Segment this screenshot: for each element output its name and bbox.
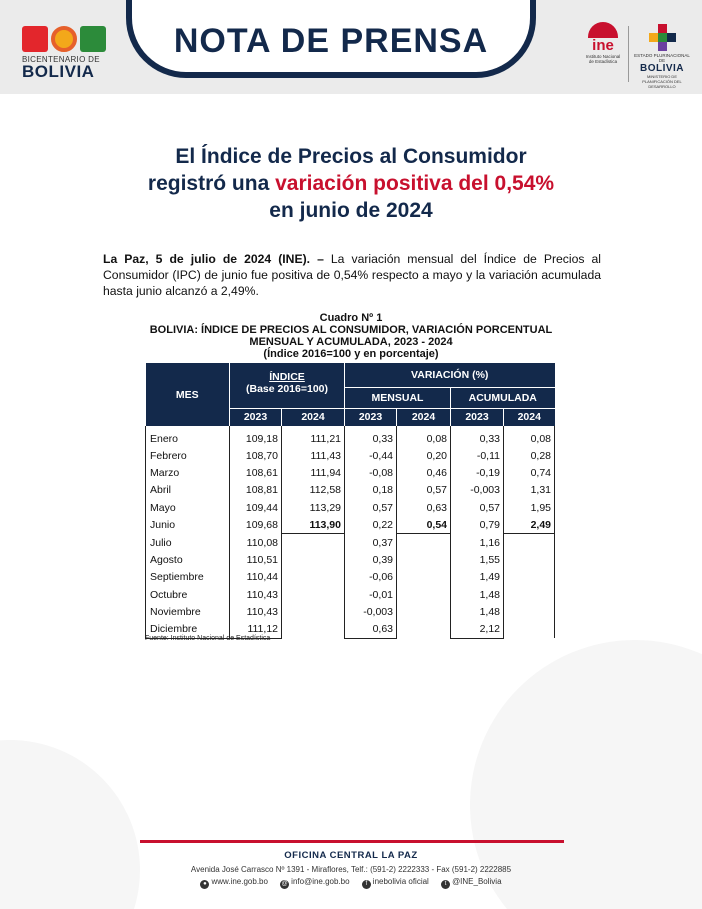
column-header-acumulada: ACUMULADA <box>451 387 555 408</box>
headline-line: El Índice de Precios al Consumidor <box>175 145 527 168</box>
value-cell <box>504 534 555 551</box>
value-cell: 1,16 <box>451 534 504 551</box>
bicentenario-logo-icon <box>80 26 106 52</box>
year-header: 2023 <box>230 408 282 426</box>
value-cell <box>282 604 345 621</box>
lead-text: La variación mensual del Índice de Precios al Consumidor (IPC) de junio fue positiva de 0,54% respecto a mayo y la variación acumulada hasta junio alcanzó a 2,49%. <box>103 252 601 298</box>
table-row <box>146 586 555 603</box>
bicentenario-logo <box>22 26 110 80</box>
lead-dateline: La Paz, 5 de julio de 2024 (INE). – <box>103 252 324 266</box>
value-cell: 109,68 <box>230 517 282 534</box>
value-cell: -0,11 <box>451 447 504 464</box>
logo-divider <box>628 26 629 82</box>
estado-sub: MINISTERIO DE PLANIFICACIÓN DEL DESARROLLO <box>642 74 682 89</box>
headline-line <box>80 170 622 197</box>
value-cell: 109,44 <box>230 499 282 516</box>
footer-divider <box>140 840 564 843</box>
table-row <box>146 604 555 621</box>
value-cell: 0,08 <box>397 426 451 447</box>
ine-logo-icon <box>588 22 618 38</box>
table-caption <box>140 312 562 360</box>
value-cell <box>504 569 555 586</box>
value-cell: 0,57 <box>345 499 397 516</box>
value-cell: -0,01 <box>345 586 397 603</box>
table-row <box>146 447 555 464</box>
month-cell: Mayo <box>146 499 230 516</box>
value-cell: 109,18 <box>230 426 282 447</box>
value-cell: -0,44 <box>345 447 397 464</box>
footer-address: Avenida José Carrasco Nº 1391 - Miraflores, Telf.: (591-2) 2222333 - Fax (591-2) 2222885 <box>190 865 512 874</box>
value-cell: 111,12 <box>230 621 282 638</box>
value-cell: 0,33 <box>451 426 504 447</box>
ine-logo-sub: de Estadística <box>588 59 618 64</box>
value-cell: 0,63 <box>345 621 397 638</box>
value-cell: 108,61 <box>230 464 282 481</box>
year-header: 2023 <box>345 408 397 426</box>
column-header-variacion <box>345 363 555 387</box>
month-cell: Septiembre <box>146 569 230 586</box>
value-cell: 0,63 <box>397 499 451 516</box>
ipc-table <box>145 363 555 639</box>
twitter-icon: t <box>441 880 450 889</box>
value-cell: 1,48 <box>451 586 504 603</box>
value-cell <box>282 586 345 603</box>
caption-line: BOLIVIA: ÍNDICE DE PRECIOS AL CONSUMIDOR, VARIACIÓN PORCENTUAL <box>149 324 553 336</box>
estado-logo <box>634 24 690 89</box>
value-cell: 108,70 <box>230 447 282 464</box>
value-cell: 111,43 <box>282 447 345 464</box>
value-cell: -0,08 <box>345 464 397 481</box>
month-cell: Octubre <box>146 586 230 603</box>
value-cell: 111,21 <box>282 426 345 447</box>
lead-paragraph <box>103 251 601 299</box>
variacion-label: VARIACIÓN (%) <box>411 368 489 381</box>
table-row <box>146 482 555 499</box>
ine-logo-word: ine <box>592 37 614 54</box>
header-band <box>0 0 702 94</box>
month-cell: Enero <box>146 426 230 447</box>
globe-icon: ● <box>200 880 209 889</box>
value-cell: 0,08 <box>504 426 555 447</box>
value-cell: 113,90 <box>282 517 345 534</box>
value-cell <box>504 551 555 568</box>
value-cell: 0,57 <box>397 482 451 499</box>
footer-email[interactable] <box>280 877 349 886</box>
caption-line: (Índice 2016=100 y en porcentaje) <box>263 348 439 360</box>
year-header: 2023 <box>451 408 504 426</box>
table-row <box>146 499 555 516</box>
value-cell: 0,33 <box>345 426 397 447</box>
chakana-icon <box>649 24 675 50</box>
caption-line: Cuadro Nº 1 <box>319 312 383 324</box>
footer-facebook-text: inebolivia oficial <box>372 877 429 886</box>
year-header: 2024 <box>397 408 451 426</box>
bicentenario-logo-icon <box>51 26 77 52</box>
value-cell: -0,003 <box>345 604 397 621</box>
table-body <box>146 426 555 638</box>
value-cell <box>397 551 451 568</box>
value-cell: 113,29 <box>282 499 345 516</box>
footer-facebook[interactable] <box>362 877 429 886</box>
value-cell <box>397 586 451 603</box>
headline-line: en junio de 2024 <box>269 199 433 222</box>
column-header-indice <box>230 363 345 408</box>
value-cell: 2,12 <box>451 621 504 638</box>
year-header: 2024 <box>504 408 555 426</box>
value-cell: 0,54 <box>397 517 451 534</box>
bicentenario-country: BOLIVIA <box>22 62 95 81</box>
month-cell: Febrero <box>146 447 230 464</box>
footer-twitter[interactable] <box>441 877 501 886</box>
value-cell: 112,58 <box>282 482 345 499</box>
value-cell: 110,08 <box>230 534 282 551</box>
value-cell: 0,39 <box>345 551 397 568</box>
value-cell <box>397 621 451 638</box>
table-row <box>146 534 555 551</box>
footer-email-text: info@ine.gob.bo <box>291 877 350 886</box>
value-cell <box>397 569 451 586</box>
value-cell: 1,48 <box>451 604 504 621</box>
headline-highlight: variación positiva del 0,54% <box>275 172 555 195</box>
email-icon: @ <box>281 881 288 887</box>
headline <box>80 143 622 224</box>
value-cell: 0,37 <box>345 534 397 551</box>
value-cell <box>282 551 345 568</box>
month-cell: Diciembre <box>146 621 230 638</box>
month-cell: Junio <box>146 517 230 534</box>
footer-web-text: www.ine.gob.bo <box>211 877 268 886</box>
value-cell <box>504 621 555 638</box>
headline-line-text: registró una <box>147 172 276 195</box>
value-cell <box>397 534 451 551</box>
value-cell: 108,81 <box>230 482 282 499</box>
table-row <box>146 464 555 481</box>
value-cell: 0,57 <box>451 499 504 516</box>
footer-office: OFICINA CENTRAL LA PAZ <box>284 850 418 861</box>
bicentenario-logo-icon <box>22 26 48 52</box>
table-row <box>146 517 555 534</box>
value-cell: 0,22 <box>345 517 397 534</box>
indice-label: ÍNDICE <box>269 371 305 383</box>
value-cell: 0,20 <box>397 447 451 464</box>
ine-logo <box>583 22 623 64</box>
table-row <box>146 551 555 568</box>
year-header: 2024 <box>282 408 345 426</box>
month-cell: Abril <box>146 482 230 499</box>
value-cell: 0,46 <box>397 464 451 481</box>
value-cell: 2,49 <box>504 517 555 534</box>
value-cell <box>504 586 555 603</box>
value-cell: 1,31 <box>504 482 555 499</box>
value-cell: 1,55 <box>451 551 504 568</box>
estado-top: ESTADO PLURINACIONAL DE <box>634 53 690 63</box>
value-cell <box>397 604 451 621</box>
month-cell: Marzo <box>146 464 230 481</box>
table-row <box>146 569 555 586</box>
facebook-icon: f <box>362 880 371 889</box>
footer-social <box>0 877 702 889</box>
month-cell: Noviembre <box>146 604 230 621</box>
page-title: NOTA DE PRENSA <box>173 22 489 60</box>
caption-line: MENSUAL Y ACUMULADA, 2023 - 2024 <box>249 336 453 348</box>
table-source: Fuente: Instituto Nacional de Estadística <box>145 635 271 642</box>
value-cell: 110,44 <box>230 569 282 586</box>
value-cell: 0,79 <box>451 517 504 534</box>
value-cell <box>282 534 345 551</box>
value-cell: -0,06 <box>345 569 397 586</box>
indice-base-label: (Base 2016=100) <box>245 383 329 395</box>
value-cell: 1,49 <box>451 569 504 586</box>
value-cell: -0,19 <box>451 464 504 481</box>
column-header-mes: MES <box>146 363 230 426</box>
value-cell: 110,43 <box>230 586 282 603</box>
value-cell <box>282 569 345 586</box>
value-cell: 111,94 <box>282 464 345 481</box>
bicentenario-label: BICENTENARIO DE <box>22 55 100 64</box>
month-cell: Agosto <box>146 551 230 568</box>
value-cell: 1,95 <box>504 499 555 516</box>
value-cell: 0,28 <box>504 447 555 464</box>
value-cell <box>282 621 345 638</box>
footer-web[interactable] <box>200 877 267 886</box>
table-row <box>146 426 555 447</box>
value-cell: -0,003 <box>451 482 504 499</box>
value-cell <box>504 604 555 621</box>
value-cell: 110,51 <box>230 551 282 568</box>
estado-name: BOLIVIA <box>639 63 685 74</box>
ine-logo-sub: Instituto Nacional <box>585 54 621 59</box>
month-cell: Julio <box>146 534 230 551</box>
footer-twitter-text: @INE_Bolivia <box>452 877 502 886</box>
value-cell: 110,43 <box>230 604 282 621</box>
value-cell: 0,18 <box>345 482 397 499</box>
column-header-mensual: MENSUAL <box>345 387 451 408</box>
value-cell: 0,74 <box>504 464 555 481</box>
